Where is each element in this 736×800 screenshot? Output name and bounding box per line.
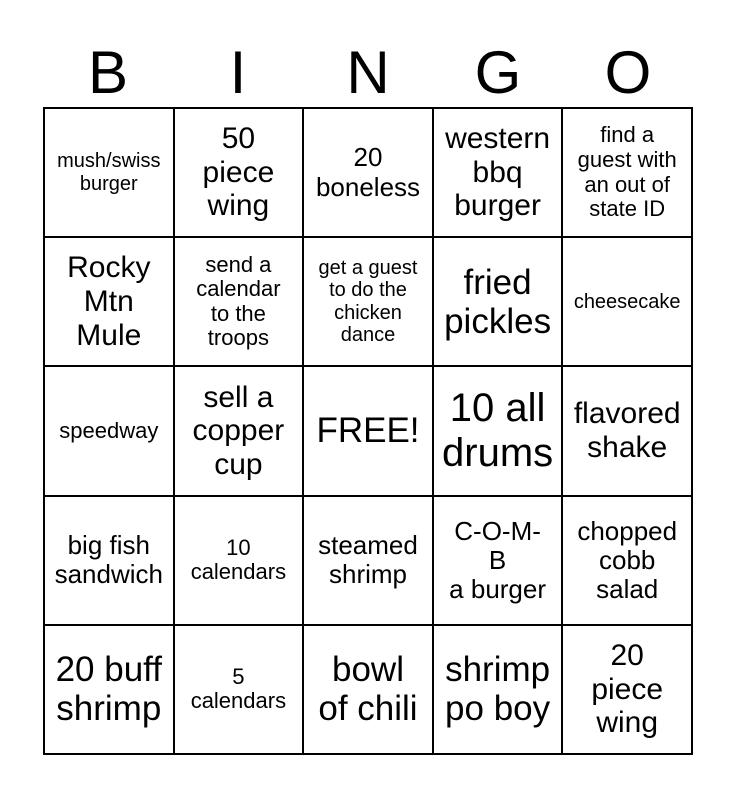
cell-text: steamed shrimp bbox=[318, 530, 418, 590]
bingo-cell-r5c1[interactable] bbox=[45, 626, 175, 755]
cell-text: send a calendar to the troops bbox=[196, 251, 281, 351]
bingo-cell-r3c4[interactable] bbox=[434, 367, 564, 496]
bingo-cell-r2c2[interactable] bbox=[175, 238, 305, 367]
cell-text: fried pickles bbox=[444, 262, 552, 341]
bingo-cell-r3c1[interactable] bbox=[45, 367, 175, 496]
bingo-cell-r2c5[interactable] bbox=[563, 238, 693, 367]
bingo-cell-r3c2[interactable] bbox=[175, 367, 305, 496]
cell-text: C-O-M- B a burger bbox=[449, 515, 547, 604]
bingo-cell-r5c2[interactable] bbox=[175, 626, 305, 755]
cell-text: big fish sandwich bbox=[54, 530, 163, 590]
bingo-cell-r5c5[interactable] bbox=[563, 626, 693, 755]
header-letter-b: B bbox=[87, 39, 129, 106]
cell-text: 20 buff shrimp bbox=[55, 650, 162, 729]
bingo-header bbox=[43, 40, 693, 106]
cell-text: 10 calendars bbox=[190, 534, 287, 585]
cell-text: 10 all drums bbox=[442, 386, 554, 475]
cell-text: shrimp po boy bbox=[445, 650, 551, 729]
header-letter-n: N bbox=[346, 39, 390, 106]
bingo-cell-r4c5[interactable] bbox=[563, 497, 693, 626]
bingo-cell-r1c2[interactable] bbox=[175, 109, 305, 238]
cell-text: 5 calendars bbox=[190, 663, 287, 714]
bingo-cell-r5c4[interactable] bbox=[434, 626, 564, 755]
bingo-board bbox=[43, 107, 693, 755]
bingo-cell-r1c5[interactable] bbox=[563, 109, 693, 238]
cell-text: Rocky Mtn Mule bbox=[67, 251, 151, 352]
cell-text: cheesecake bbox=[573, 290, 681, 313]
header-letter-g: G bbox=[474, 39, 522, 106]
header-letter-o: O bbox=[604, 39, 652, 106]
cell-text: get a guest to do the chicken dance bbox=[318, 257, 418, 347]
bingo-cell-r1c3[interactable] bbox=[304, 109, 434, 238]
cell-text: speedway bbox=[59, 417, 159, 443]
bingo-cell-r5c3[interactable] bbox=[304, 626, 434, 755]
cell-text: sell a copper cup bbox=[192, 380, 285, 481]
bingo-cell-r2c3[interactable] bbox=[304, 238, 434, 367]
bingo-cell-r3c3[interactable] bbox=[304, 367, 434, 496]
bingo-cell-r3c5[interactable] bbox=[563, 367, 693, 496]
cell-text: flavored shake bbox=[573, 397, 681, 464]
bingo-cell-r1c4[interactable] bbox=[434, 109, 564, 238]
cell-text: find a guest with an out of state ID bbox=[577, 122, 677, 222]
bingo-cell-r2c1[interactable] bbox=[45, 238, 175, 367]
bingo-cell-r4c1[interactable] bbox=[45, 497, 175, 626]
bingo-cell-r4c4[interactable] bbox=[434, 497, 564, 626]
bingo-cell-r4c3[interactable] bbox=[304, 497, 434, 626]
bingo-cell-r2c4[interactable] bbox=[434, 238, 564, 367]
free-space: FREE! bbox=[316, 411, 420, 451]
cell-text: bowl of chili bbox=[318, 650, 418, 729]
cell-text: 20 piece wing bbox=[591, 639, 664, 740]
bingo-cell-r1c1[interactable] bbox=[45, 109, 175, 238]
cell-text: 20 boneless bbox=[315, 142, 421, 202]
cell-text: western bbq burger bbox=[445, 122, 551, 223]
cell-text: chopped cobb salad bbox=[577, 515, 678, 604]
header-letter-i: I bbox=[229, 39, 247, 106]
bingo-cell-r4c2[interactable] bbox=[175, 497, 305, 626]
cell-text: 50 piece wing bbox=[202, 122, 275, 223]
cell-text: mush/swiss burger bbox=[57, 150, 161, 195]
